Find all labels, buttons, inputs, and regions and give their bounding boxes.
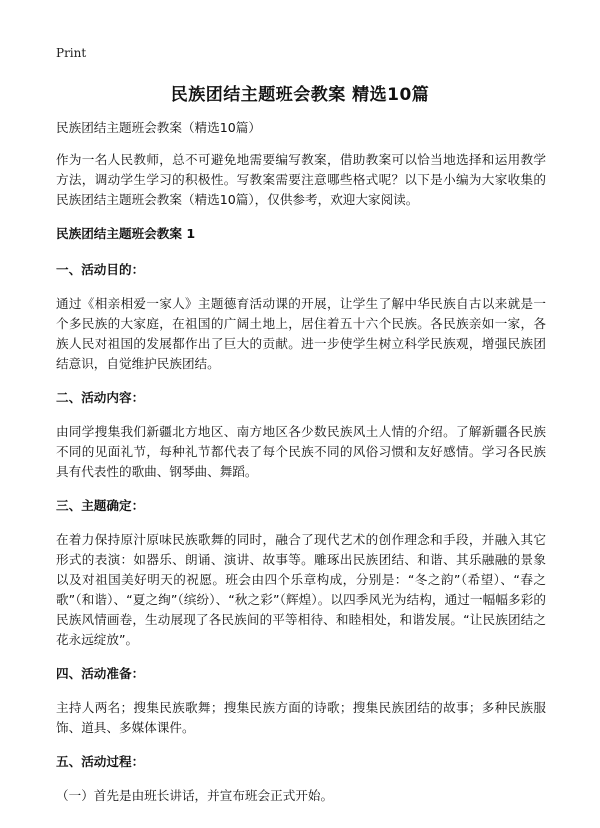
section-body-preparation: 主持人两名；搜集民族歌舞；搜集民族方面的诗歌；搜集民族团结的故事；多种民族服饰、道具、多媒体课件。 (56, 700, 546, 735)
section-heading-theme: 三、主题确定： (56, 498, 145, 513)
section-body-process: （一）首先是由班长讲话，并宣布班会正式开始。 (56, 788, 334, 803)
document-subtitle: 民族团结主题班会教案（精选10篇） (56, 120, 261, 135)
section-heading-goal: 一、活动目的： (56, 262, 145, 277)
section-body-theme: 在着力保持原汁原味民族歌舞的同时，融合了现代艺术的创作理念和手段，并融入其它形式的表演：如器乐、朗诵、演讲、故事等。雕琢出民族团结、和谐、其乐融融的景象以及对祖国美好明天的祝愿。班会由四个乐章构成，分别是：“冬之韵”（希望）、“春之歌”（和谐）、“夏之绚”（缤纷）、“秋之彩”（辉煌）。以四季风光为结构，通过一幅幅多彩的民族风情画卷，生动展现了各民族间的平等相待、和睦相处，和谐发展。“让民族团结之花永远绽放”。 (56, 532, 546, 647)
section-heading-preparation: 四、活动准备： (56, 666, 145, 681)
section-body-content: 由同学搜集我们新疆北方地区、南方地区各少数民族风土人情的介绍。了解新疆各民族不同的见面礼节，每种礼节都代表了每个民族不同的风俗习惯和友好感情。学习各民族具有代表性的歌曲、钢琴曲、舞蹈。 (56, 424, 546, 479)
section-body-goal: 通过《相亲相爱一家人》主题德育活动课的开展，让学生了解中华民族自古以来就是一个多民族的大家庭，在祖国的广阔土地上，居住着五十六个民族。各民族亲如一家，各族人民对祖国的发展都作出了巨大的贡献。进一步使学生树立科学民族观，增强民族团结意识，自觉维护民族团结。 (56, 296, 546, 371)
page-title: 民族团结主题班会教案 精选10篇 (170, 85, 430, 105)
section-heading-content: 二、活动内容： (56, 390, 145, 405)
document-body (56, 118, 546, 820)
section-heading-process: 五、活动过程： (56, 754, 145, 769)
plan-heading: 民族团结主题班会教案 1 (56, 226, 196, 241)
intro-paragraph: 作为一名人民教师，总不可避免地需要编写教案，借助教案可以恰当地选择和运用教学方法，调动学生学习的积极性。写教案需要注意哪些格式呢？以下是小编为大家收集的民族团结主题班会教案（精选10篇），仅供参考，欢迎大家阅读。 (56, 152, 546, 207)
print-link[interactable]: Print (56, 46, 87, 60)
